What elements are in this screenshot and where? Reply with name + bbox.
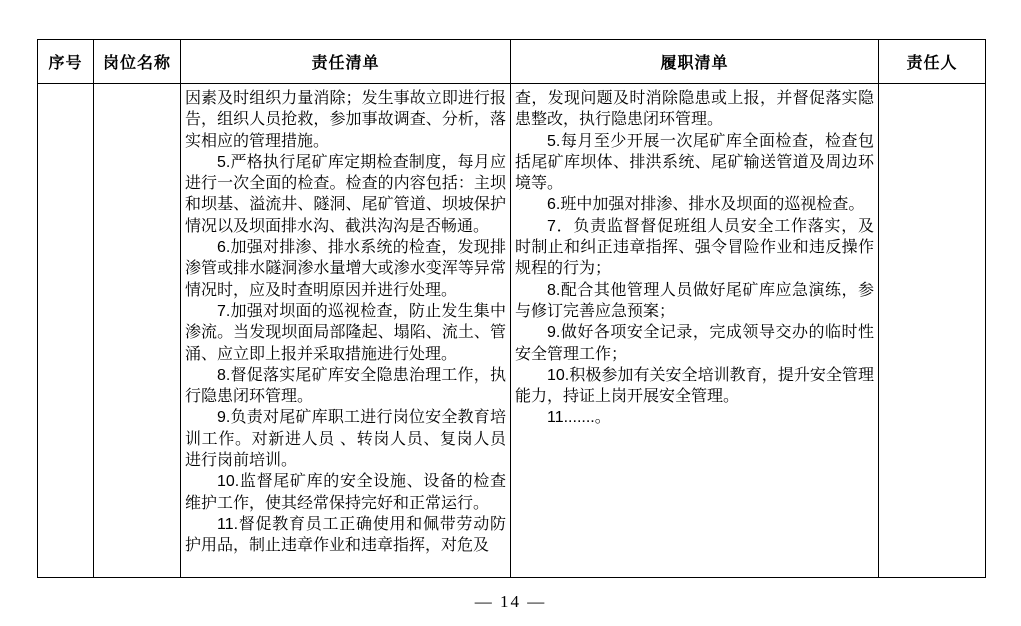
header-cell-duty: 履职清单	[511, 40, 879, 84]
duty-item: 6.班中加强对排渗、排水及坝面的巡视检查。	[547, 196, 865, 214]
cell-serial	[38, 84, 94, 578]
cell-responsible-person	[879, 84, 986, 578]
header-cell-position: 岗位名称	[94, 40, 181, 84]
duty-item: 11.......。	[547, 409, 611, 427]
responsibility-item: 10.监督尾矿库的安全设施、设备的检查维护工作，使其经常保持完好和正常运行。	[185, 473, 506, 512]
duty-continuation: 查，发现问题及时消除隐患或上报，并督促落实隐患整改，执行隐患闭环管理。	[515, 90, 874, 129]
table-header-row	[38, 40, 986, 84]
header-cell-person: 责任人	[879, 40, 986, 84]
responsibility-item: 5.严格执行尾矿库定期检查制度，每月应进行一次全面的检查。检查的内容包括：主坝和坝基、溢流井、隧洞、尾矿管道、坝坡保护情况以及坝面排水沟、截洪沟沟是否畅通。	[185, 153, 506, 235]
responsibility-item: 9.负责对尾矿库职工进行岗位安全教育培训工作。对新进人员 、转岗人员、复岗人员进行岗前培训。	[185, 409, 506, 470]
table-body-row	[38, 84, 986, 578]
duty-item: 5.每月至少开展一次尾矿库全面检查，检查包括尾矿库坝体、排洪系统、尾矿输送管道及周边环境等。	[515, 132, 874, 193]
duty-item: 10.积极参加有关安全培训教育，提升安全管理能力，持证上岗开展安全管理。	[515, 366, 874, 406]
responsibility-continuation: 因素及时组织力量消除；发生事故立即进行报告，组织人员抢救，参加事故调查、分析，落实相应的管理措施。	[185, 90, 506, 150]
position-duty-table	[37, 39, 986, 578]
cell-position	[94, 84, 181, 578]
duty-item: 9.做好各项安全记录，完成领导交办的临时性安全管理工作；	[515, 324, 874, 363]
responsibility-item: 6.加强对排渗、排水系统的检查，发现排渗管或排水隧洞渗水量增大或渗水变浑等异常情况时，应及时查明原因并进行处理。	[185, 239, 506, 299]
page-number: — 14 —	[474, 592, 547, 611]
cell-responsibility-list	[181, 84, 511, 578]
cell-duty-list	[511, 84, 879, 578]
responsibility-item: 8.督促落实尾矿库安全隐患治理工作，执行隐患闭环管理。	[185, 366, 506, 406]
duty-item: 8.配合其他管理人员做好尾矿库应急演练，参与修订完善应急预案；	[515, 281, 874, 320]
responsibility-item: 11.督促教育员工正确使用和佩带劳动防护用品，制止违章作业和违章指挥，对危及	[185, 515, 506, 555]
header-cell-responsibility: 责任清单	[181, 40, 511, 84]
duty-item: 7．负责监督督促班组人员安全工作落实，及时制止和纠正违章指挥、强令冒险作业和违反操作规程的行为；	[515, 217, 874, 278]
responsibility-item: 7.加强对坝面的巡视检查，防止发生集中渗流。当发现坝面局部隆起、塌陷、流土、管涌、应立即上报并采取措施进行处理。	[185, 302, 506, 363]
header-cell-serial: 序号	[38, 40, 94, 84]
